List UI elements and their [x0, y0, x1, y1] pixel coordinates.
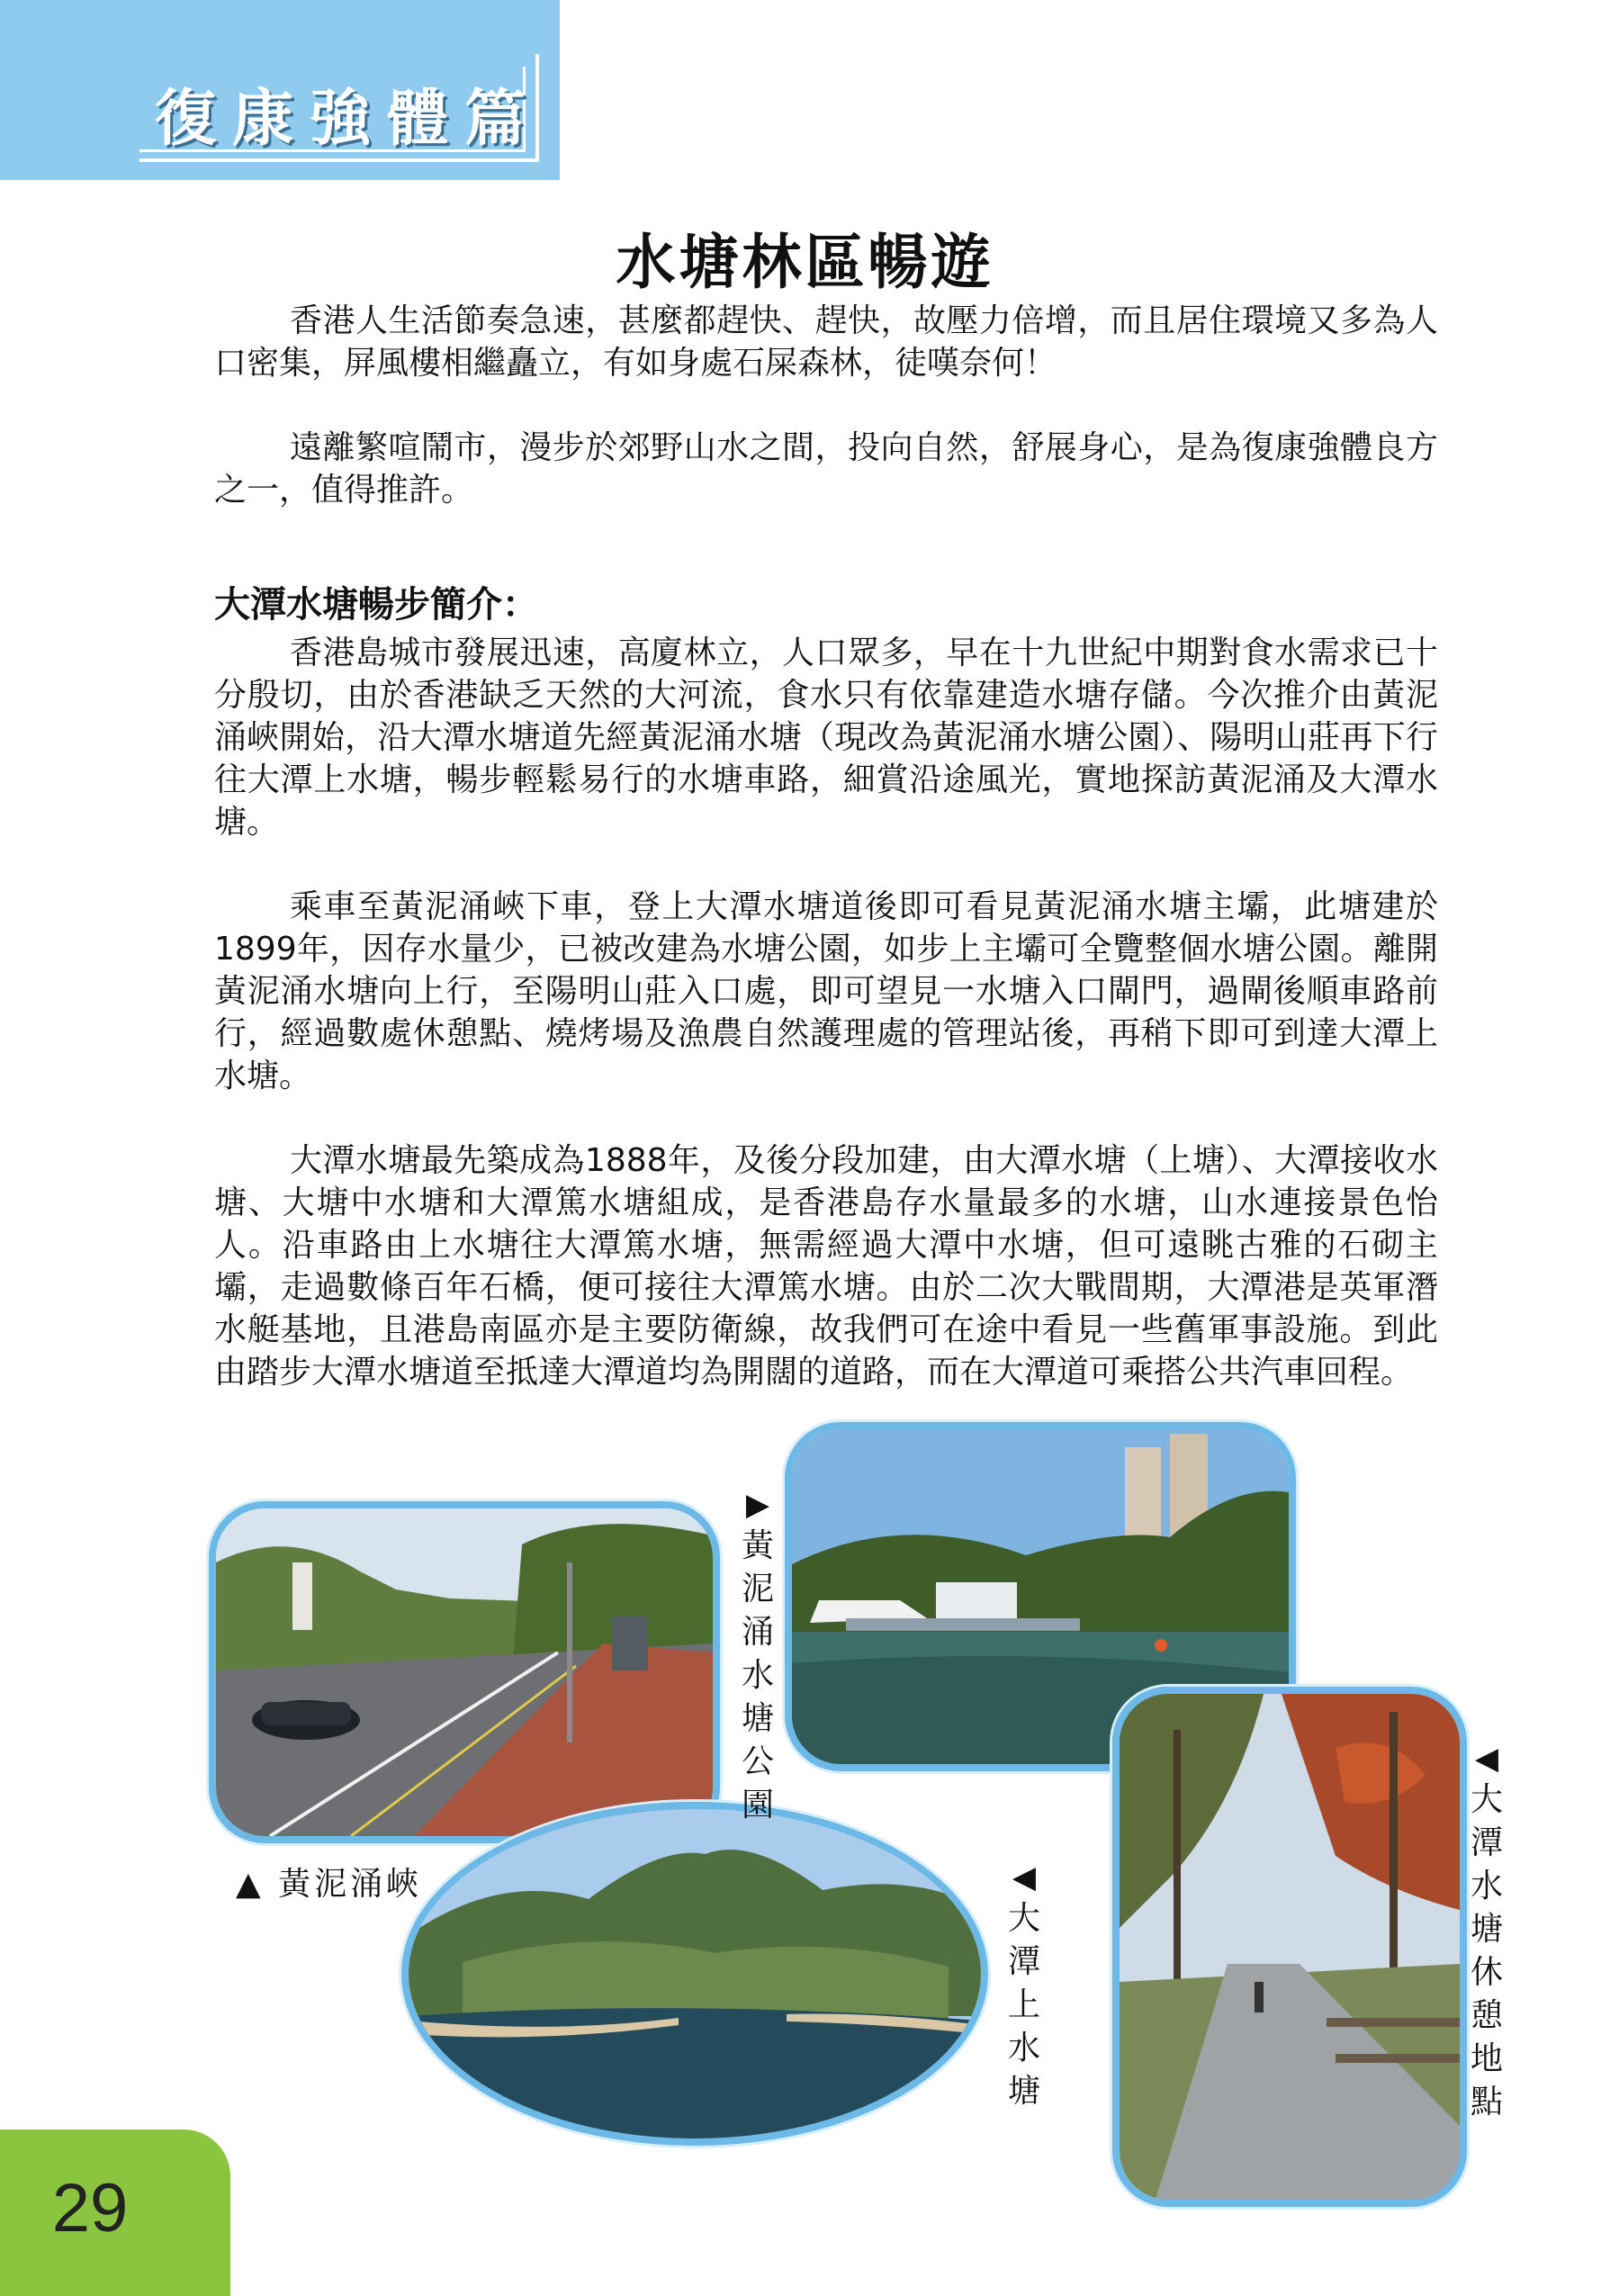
intro-paragraph-1: 香港人生活節奏急速，甚麼都趕快、趕快，故壓力倍增，而且居住環境又多為人口密集，屏風樓相繼矗立，有如身處石屎森林，徒嘆奈何！ [214, 302, 1438, 382]
caption-wong-nai-chung-gap [236, 1859, 422, 1904]
body-paragraph-3: 大潭水塘最先築成為1888年，及後分段加建，由大潭水塘（上塘）、大潭接收水塘、大塘中水塘和大潭篤水塘組成，是香港島存水量最多的水塘，山水連接景色怡人。沿車路由上水塘往大潭篤水塘，無需經過大潭中水塘，但可遠眺古雅的石砌主壩，走過數條百年石橋，便可接往大潭篤水塘。由於二次大戰間期，大潭港是英軍潛水艇基地，且港島南區亦是主要防衛線，故我們可在途中看見一些舊軍事設施。到此由踏步大潭水塘道至抵達大潭道均為開闊的道路，而在大潭道可乘搭公共汽車回程。 [214, 1142, 1438, 1391]
caption-text: 大潭上水塘 [1007, 1900, 1040, 2110]
photo-tai-tam-upper-reservoir [401, 1802, 988, 2146]
intro-text [214, 300, 1438, 511]
article-body [214, 632, 1438, 1393]
caption-rest-area [1465, 1739, 1508, 2124]
body-paragraph-2: 乘車至黃泥涌峽下車，登上大潭水塘道後即可看見黃泥涌水塘主壩，此塘建於1899年，因存水量少，已被改建為水塘公園，如步上主壩可全覽整個水塘公園。離開黃泥涌水塘向上行，至陽明山莊入口處，即可望見一水塘入口閘門，過閘後順車路前行，經過數處休憩點、燒烤場及漁農自然護理處的管理站後，再稍下即可到達大潭上水塘。 [214, 888, 1438, 1094]
caption-arrow: ▲ [236, 1866, 265, 1903]
caption-text: 黃泥涌峽 [278, 1866, 423, 1903]
page-number-box [0, 2129, 230, 2296]
section-label: 復康強體篇 [155, 83, 543, 155]
body-paragraph-1: 香港島城市發展迅速，高廈林立，人口眾多，早在十九世紀中期對食水需求已十分殷切，由於香港缺乏天然的大河流，食水只有依靠建造水塘存儲。今次推介由黃泥涌峽開始，沿大潭水塘道先經黃泥涌水塘（現改為黃泥涌水塘公園）、陽明山莊再下行往大潭上水塘，暢步輕鬆易行的水塘車路，細賞沿途風光，實地探訪黃泥涌及大潭水塘。 [214, 635, 1438, 841]
intro-paragraph-2: 遠離繁喧鬧市，漫步於郊野山水之間，投向自然，舒展身心，是為復康強體良方之一，值得推許。 [214, 429, 1438, 509]
photo-wong-nai-chung-gap [209, 1501, 720, 1843]
caption-arrow: ◀ [1474, 1741, 1499, 1777]
caption-arrow: ▶ [745, 1487, 770, 1523]
section-tab [0, 0, 560, 180]
caption-reservoir-park [736, 1485, 779, 1827]
caption-tai-tam-upper-reservoir [1003, 1858, 1046, 2113]
page-number: 29 [51, 2170, 129, 2246]
photo-rest-area [1112, 1687, 1467, 2207]
section-subheading: 大潭水塘暢步簡介： [214, 584, 538, 626]
caption-arrow: ◀ [1012, 1859, 1037, 1895]
caption-text: 黃泥涌水塘公園 [741, 1527, 774, 1823]
caption-text: 大潭水塘休憩地點 [1470, 1781, 1503, 2120]
page-title: 水塘林區暢遊 [616, 228, 994, 297]
